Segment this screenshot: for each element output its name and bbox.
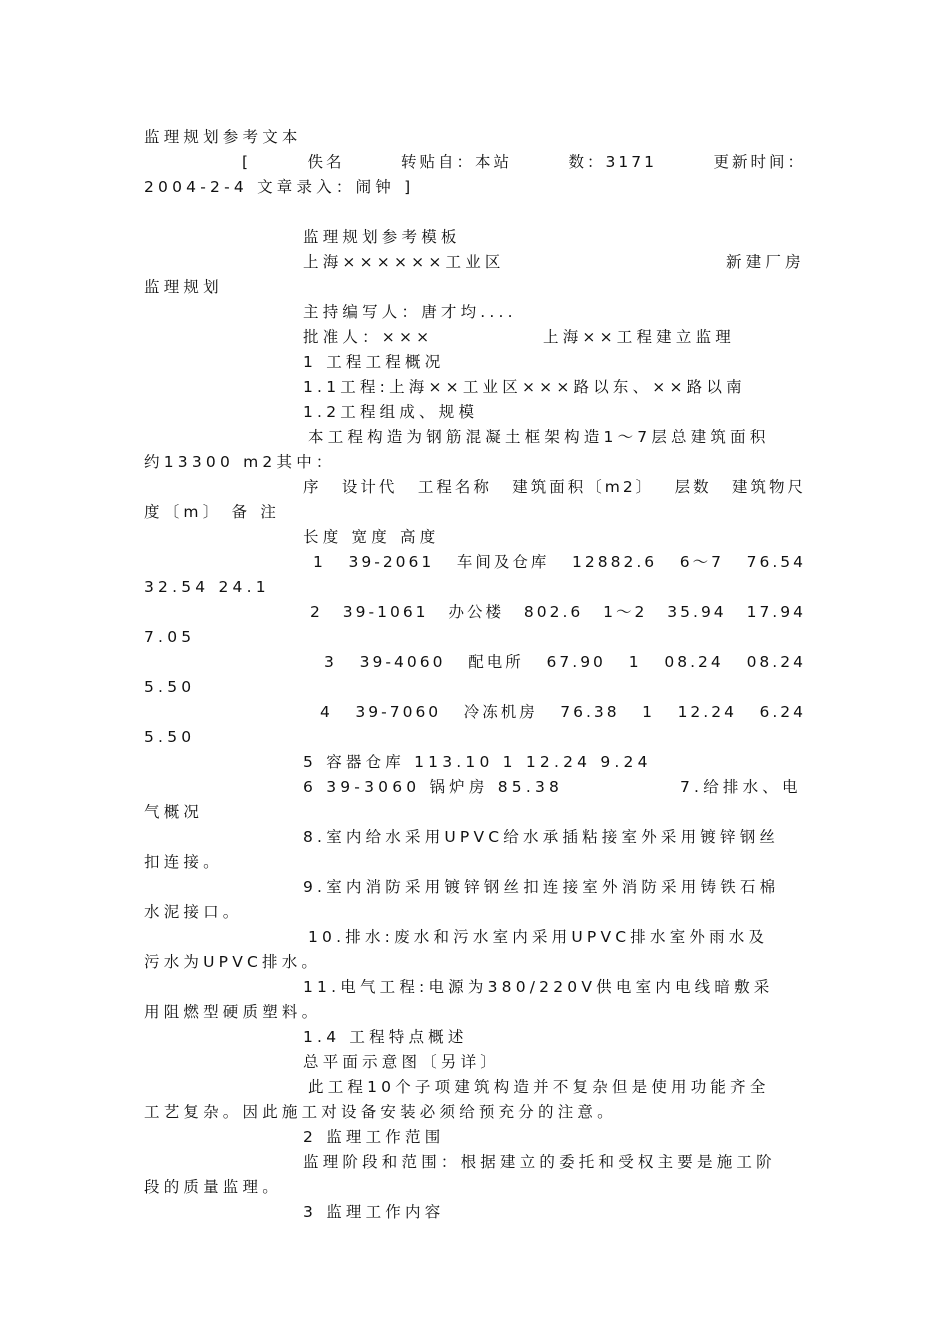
article-meta-line-2: 2004-2-4 文章录入：闹钟 ] bbox=[144, 178, 415, 196]
table-header-cell: 序 bbox=[303, 478, 322, 496]
approver: 批准人：××× bbox=[303, 328, 434, 346]
item-9: 9.室内消防采用镀锌钢丝扣连接室外消防采用铸铁石棉 bbox=[303, 878, 780, 896]
table-header-cell: 工程名称 bbox=[417, 478, 492, 496]
table-cell: 4 bbox=[320, 703, 333, 721]
table-header bbox=[303, 477, 806, 497]
table-row-4 bbox=[320, 702, 806, 722]
table-cell: 76.54 bbox=[746, 553, 806, 571]
section-1-1: 1.1工程:上海××工业区×××路以东、××路以南 bbox=[303, 378, 746, 396]
table-subheader: 长度 宽度 高度 bbox=[303, 528, 440, 546]
section-2-heading: 2 监理工作范围 bbox=[303, 1128, 445, 1146]
scope-desc: 监理阶段和范围：根据建立的委托和受权主要是施工阶 bbox=[303, 1153, 776, 1171]
section-1-2: 1.2工程组成、规模 bbox=[303, 403, 479, 421]
item-10: 10.排水:废水和污水室内采用UPVC排水室外雨水及 bbox=[308, 928, 769, 946]
section-7-cont: 气概况 bbox=[144, 803, 204, 821]
table-cell: 17.94 bbox=[746, 603, 806, 621]
plan-label: 监理规划 bbox=[144, 278, 223, 296]
table-cell: 802.6 bbox=[523, 603, 584, 621]
table-cell: 08.24 bbox=[664, 653, 724, 671]
table-row-3 bbox=[324, 652, 806, 672]
table-cell: 1 bbox=[628, 653, 642, 671]
supervision-company: 上海××工程建立监理 bbox=[543, 328, 735, 346]
table-header-cell: 层数 bbox=[674, 478, 712, 496]
item-8-cont: 扣连接。 bbox=[144, 853, 223, 871]
table-cell: 35.94 bbox=[667, 603, 727, 621]
table-cell: 12.24 bbox=[677, 703, 737, 721]
meta-bracket-open: [ bbox=[242, 153, 252, 171]
table-cell: 配电所 bbox=[468, 653, 524, 671]
table-cell: 2 bbox=[310, 603, 323, 621]
template-title: 监理规划参考模板 bbox=[303, 228, 461, 246]
table-cell: 39-1061 bbox=[342, 603, 429, 621]
section-3-heading: 3 监理工作内容 bbox=[303, 1203, 445, 1221]
table-row-5: 5 容器仓库 113.10 1 12.24 9.24 bbox=[303, 753, 652, 771]
article-meta-line bbox=[242, 152, 806, 172]
table-cell: 39-4060 bbox=[359, 653, 446, 671]
doc-title: 监理规划参考文本 bbox=[144, 128, 302, 146]
meta-update-label: 更新时间： bbox=[713, 153, 806, 171]
table-cell: 办公楼 bbox=[448, 603, 504, 621]
item-8: 8.室内给水采用UPVC给水承插粘接室外采用镀锌钢丝 bbox=[303, 828, 780, 846]
table-cell: 39-7060 bbox=[355, 703, 442, 721]
table-header-cell: 建筑物尺 bbox=[731, 478, 806, 496]
table-cell: 39-2061 bbox=[348, 553, 435, 571]
table-cell: 1～2 bbox=[603, 603, 648, 621]
table-row-3-cont: 5.50 bbox=[144, 678, 196, 696]
site-plan-note: 总平面示意图〔另详〕 bbox=[303, 1053, 501, 1071]
table-cell: 3 bbox=[324, 653, 337, 671]
section-7: 7.给排水、电 bbox=[680, 778, 802, 796]
table-cell: 车间及仓库 bbox=[456, 553, 550, 571]
table-row-4-cont: 5.50 bbox=[144, 728, 196, 746]
table-cell: 1 bbox=[313, 553, 326, 571]
chief-editor: 主持编写人：唐才均.... bbox=[303, 303, 517, 321]
item-11-cont: 用阻燃型硬质塑料。 bbox=[144, 1003, 322, 1021]
table-cell: 08.24 bbox=[746, 653, 806, 671]
structure-desc: 本工程构造为钢筋混凝土框架构造1～7层总建筑面积 bbox=[308, 428, 770, 446]
table-row-1 bbox=[313, 552, 806, 572]
project-location: 上海××××××工业区 bbox=[303, 253, 505, 271]
table-header-cont: 度〔m〕 备 注 bbox=[144, 503, 281, 521]
section-1-4: 1.4 工程特点概述 bbox=[303, 1028, 468, 1046]
meta-author: 佚名 bbox=[307, 153, 345, 171]
table-row-1-cont: 32.54 24.1 bbox=[144, 578, 270, 596]
item-10-cont: 污水为UPVC排水。 bbox=[144, 953, 322, 971]
table-cell: 6.24 bbox=[759, 703, 806, 721]
table-row-6: 6 39-3060 锅炉房 85.38 bbox=[303, 778, 564, 796]
feature-desc: 此工程10个子项建筑构造并不复杂但是使用功能齐全 bbox=[308, 1078, 770, 1096]
table-cell: 6～7 bbox=[679, 553, 724, 571]
project-building: 新建厂房 bbox=[726, 253, 805, 271]
table-cell: 1 bbox=[642, 703, 656, 721]
scope-desc-cont: 段的质量监理。 bbox=[144, 1178, 282, 1196]
section-1-heading: 1 工程工程概况 bbox=[303, 353, 445, 371]
feature-desc-cont: 工艺复杂。因此施工对设备安装必须给预充分的注意。 bbox=[144, 1103, 617, 1121]
table-header-cell: 设计代 bbox=[341, 478, 398, 496]
table-cell: 76.38 bbox=[560, 703, 620, 721]
table-cell: 67.90 bbox=[546, 653, 606, 671]
meta-source: 转贴自：本站 bbox=[401, 153, 513, 171]
table-cell: 冷冻机房 bbox=[463, 703, 538, 721]
table-row-2-cont: 7.05 bbox=[144, 628, 196, 646]
table-cell: 12882.6 bbox=[572, 553, 658, 571]
item-11: 11.电气工程:电源为380/220V供电室内电线暗敷采 bbox=[303, 978, 774, 996]
item-9-cont: 水泥接口。 bbox=[144, 903, 243, 921]
structure-desc-cont: 约13300 m2其中： bbox=[144, 453, 336, 471]
table-row-2 bbox=[310, 602, 806, 622]
meta-count: 数：3171 bbox=[568, 153, 657, 171]
table-header-cell: 建筑面积〔m2〕 bbox=[512, 478, 655, 496]
